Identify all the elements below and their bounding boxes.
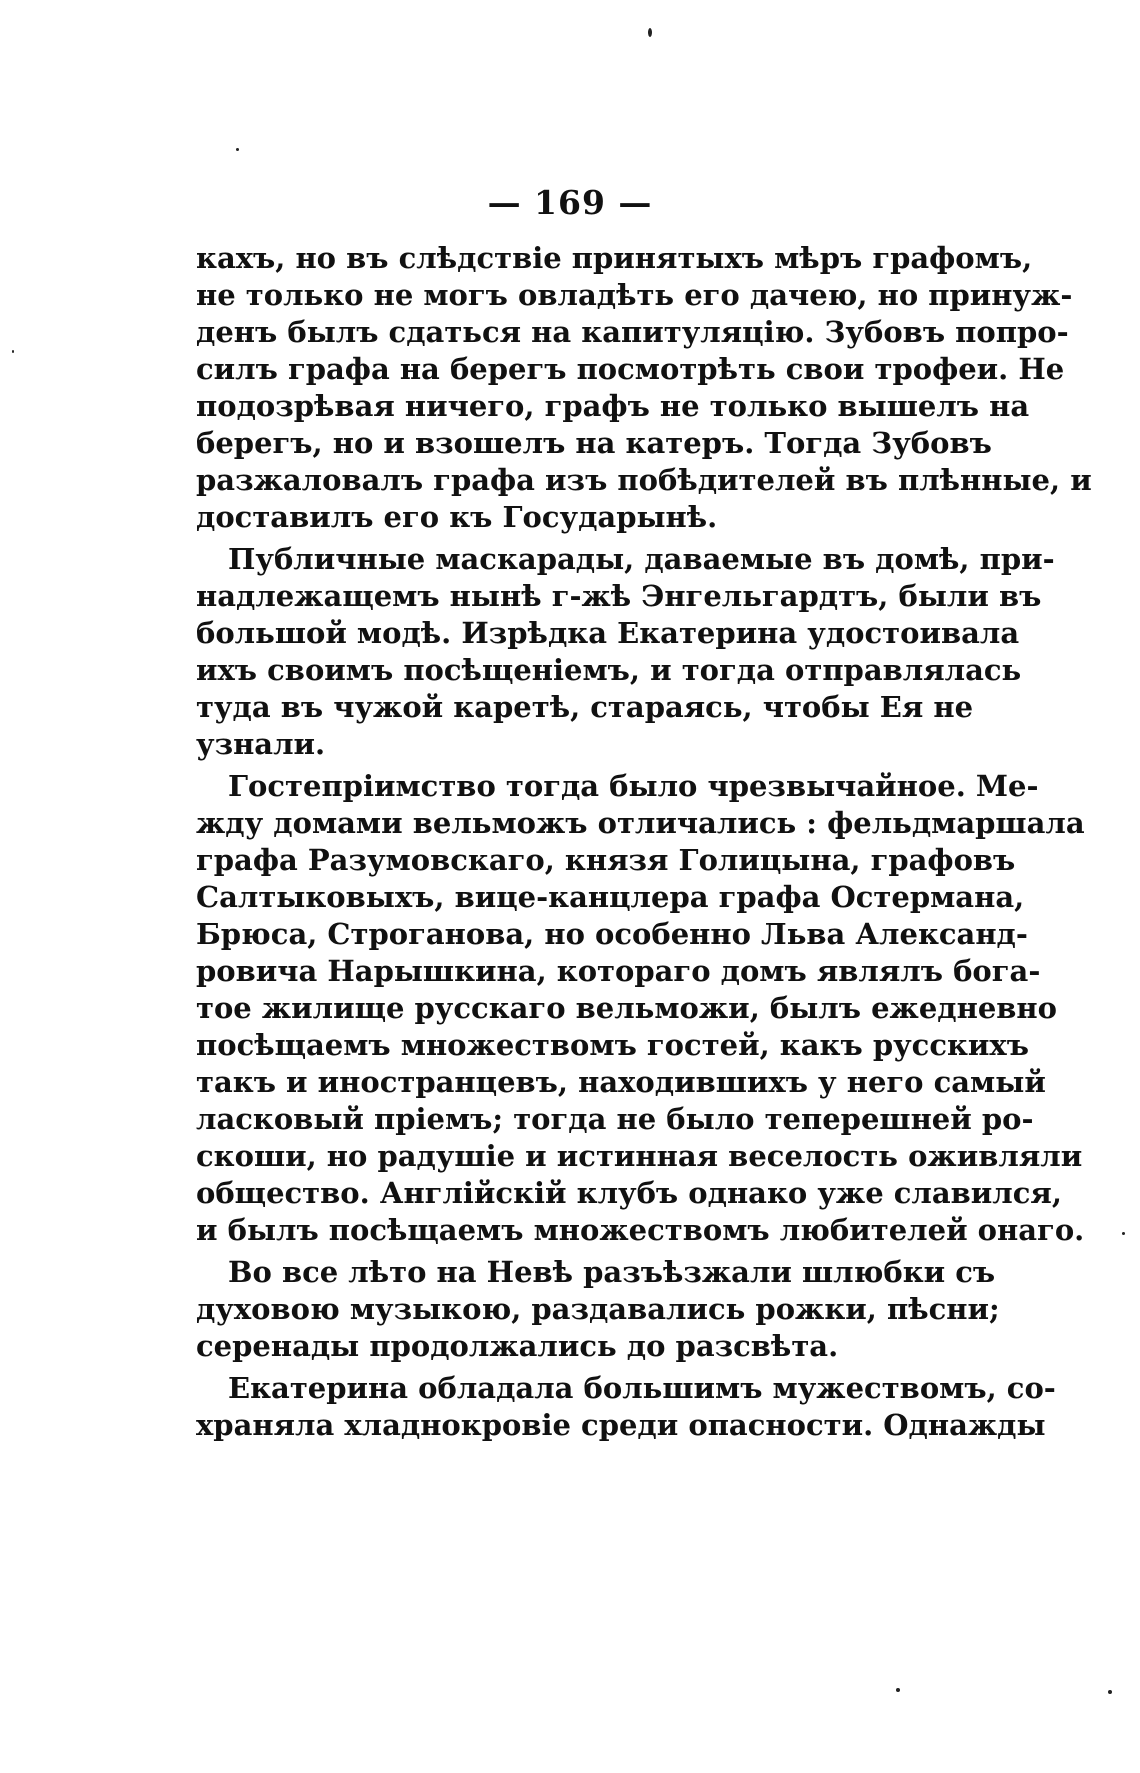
paragraph-2: [196, 541, 1055, 763]
text-line: не только не могъ овладѣть его дачею, но принуж-: [196, 278, 1073, 312]
text-line: такъ и иностранцевъ, находившихъ у него самый: [196, 1065, 1046, 1099]
text-line: кахъ, но въ слѣдствіе принятыхъ мѣръ графомъ,: [196, 241, 1033, 275]
scan-speck: [648, 28, 652, 37]
scan-speck: [12, 350, 14, 353]
page-number: — 169 —: [487, 183, 653, 222]
text-line: ровича Нарышкина, котораго домъ являлъ бога-: [196, 954, 1041, 988]
text-line: общество. Англійскій клубъ однако уже славился,: [196, 1176, 1062, 1210]
text-line: графа Разумовскаго, князя Голицына, графовъ: [196, 843, 1016, 877]
scan-speck: [236, 148, 239, 151]
text-line: подозрѣвая ничего, графъ не только вышелъ на: [196, 389, 1030, 423]
text-line: жду домами вельможъ отличались : фельдмаршала: [196, 806, 1085, 840]
scan-speck: [896, 1688, 900, 1692]
text-line: Гостепріимство тогда было чрезвычайное. Ме-: [228, 769, 1039, 803]
text-line: туда въ чужой каретѣ, стараясь, чтобы Ея не: [196, 690, 974, 724]
text-line: Екатерина обладала большимъ мужествомъ, со-: [228, 1371, 1056, 1405]
text-line: тое жилище русскаго вельможи, былъ ежедневно: [196, 991, 1057, 1025]
text-line: ихъ своимъ посѣщеніемъ, и тогда отправлялась: [196, 653, 1022, 687]
text-line: посѣщаемъ множествомъ гостей, какъ русскихъ: [196, 1028, 1029, 1062]
paragraph-5: [196, 1370, 1056, 1444]
text-line: доставилъ его къ Государынѣ.: [196, 500, 718, 534]
scan-speck: [1122, 1232, 1125, 1235]
text-line: и былъ посѣщаемъ множествомъ любителей онаго.: [196, 1213, 1085, 1247]
text-line: большой модѣ. Изрѣдка Екатерина удостоивала: [196, 616, 1020, 650]
text-line: берегъ, но и взошелъ на катеръ. Тогда Зубовъ: [196, 426, 992, 460]
text-line: Салтыковыхъ, вице-канцлера графа Остермана,: [196, 880, 1025, 914]
body-text: [196, 240, 1092, 1444]
text-line: узнали.: [196, 727, 326, 761]
text-line: серенады продолжались до разсвѣта.: [196, 1329, 839, 1363]
text-line: Во все лѣто на Невѣ разъѣзжали шлюбки съ: [228, 1255, 996, 1289]
paragraph-4: [196, 1254, 1000, 1365]
text-line: Брюса, Строганова, но особенно Льва Александ-: [196, 917, 1028, 951]
text-line: силъ графа на берегъ посмотрѣть свои трофеи. Не: [196, 352, 1065, 386]
text-line: духовою музыкою, раздавались рожки, пѣсни;: [196, 1292, 1000, 1326]
paragraph-1: [196, 240, 1092, 536]
text-line: надлежащемъ нынѣ г-жѣ Энгельгардтъ, были въ: [196, 579, 1042, 613]
scan-speck: [1108, 1690, 1112, 1694]
paragraph-3: [196, 768, 1085, 1249]
text-line: храняла хладнокровіе среди опасности. Однажды: [196, 1408, 1046, 1442]
text-line: разжаловалъ графа изъ побѣдителей въ плѣнные, и: [196, 463, 1092, 497]
text-line: денъ былъ сдаться на капитуляцію. Зубовъ попро-: [196, 315, 1069, 349]
text-line: Публичные маскарады, даваемые въ домѣ, при-: [228, 542, 1055, 576]
text-line: ласковый пріемъ; тогда не было теперешней ро-: [196, 1102, 1034, 1136]
text-line: скоши, но радушіе и истинная веселость оживляли: [196, 1139, 1083, 1173]
